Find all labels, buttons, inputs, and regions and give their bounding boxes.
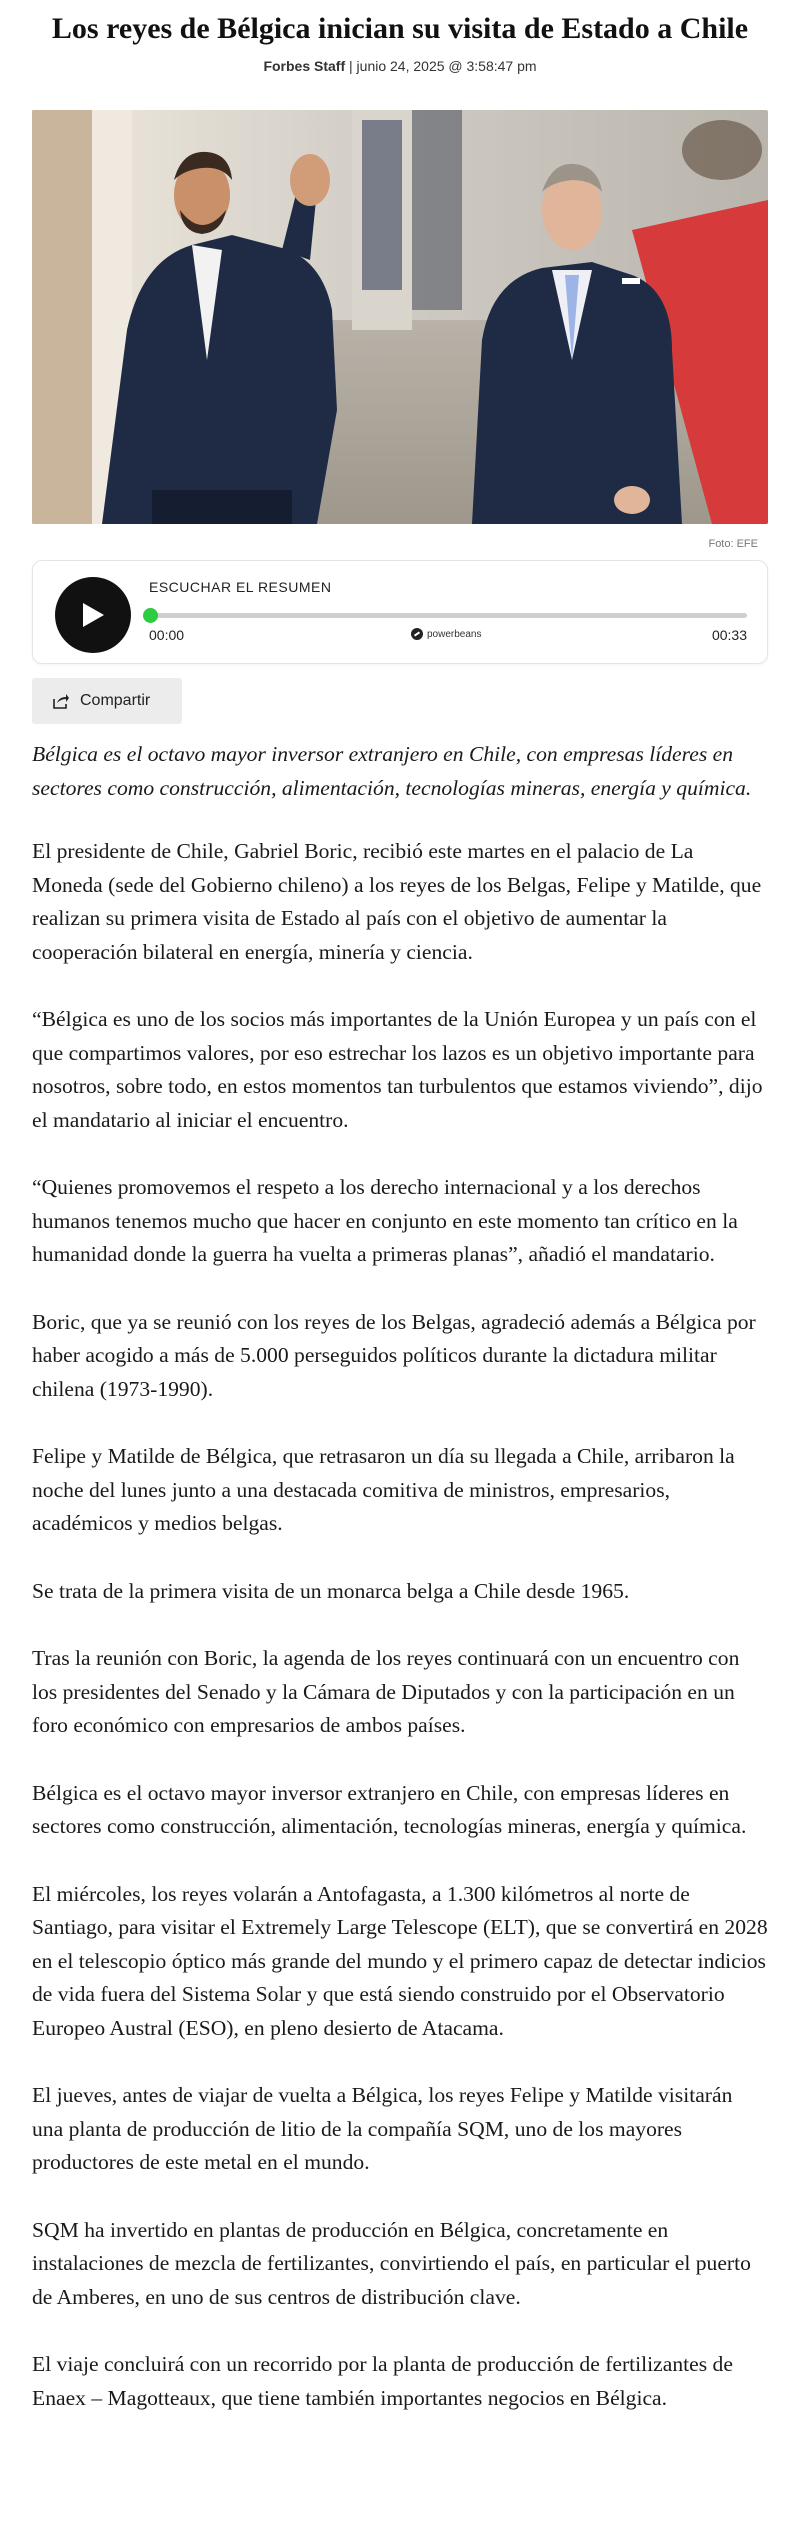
byline-separator: |	[345, 58, 357, 74]
share-icon	[52, 693, 70, 709]
audio-player	[32, 560, 768, 664]
powerbeans-logo-icon	[411, 628, 423, 640]
byline-date: junio 24, 2025 @ 3:58:47 pm	[356, 58, 537, 74]
article-paragraph: El viaje concluirá con un recorrido por la planta de producción de fertilizantes de Enaex – Magotteaux, que tiene también importantes negocios en Bélgica.	[32, 2352, 733, 2410]
share-button[interactable]	[32, 678, 182, 724]
article-paragraph: El miércoles, los reyes volarán a Antofagasta, a 1.300 kilómetros al norte de Santiago, para visitar el Extremely Large Telescope (ELT), que se convertirá en 2028 en el telescopio óptico más grande del mundo y el primero capaz de detectar indicios de vida fuera del Sistema Solar y que está siendo construido por el Observatorio Europeo Austral (ESO), en pleno desierto de Atacama.	[32, 1881, 768, 2040]
hero-photo-illustration	[32, 110, 768, 524]
player-title: ESCUCHAR EL RESUMEN	[149, 579, 332, 595]
article-lead: Bélgica es el octavo mayor inversor extranjero en Chile, con empresas líderes en sectores como construcción, alimentación, tecnologías mineras, energía y química.	[32, 742, 752, 800]
hero-photo	[32, 110, 768, 524]
article-paragraph: Bélgica es el octavo mayor inversor extranjero en Chile, con empresas líderes en sectores como construcción, alimentación, tecnologías mineras, energía y química.	[32, 1780, 747, 1838]
progress-track[interactable]	[149, 613, 747, 618]
article-paragraph: “Quienes promovemos el respeto a los derecho internacional y a los derechos humanos tenemos mucho que hacer en conjunto en este momento tan crítico en la humanidad donde la guerra ha vuelta a primeras planas”, añadió el mandatario.	[32, 1175, 738, 1266]
share-label: Compartir	[80, 692, 151, 709]
byline	[32, 58, 768, 74]
player-brand-label: powerbeans	[427, 628, 482, 640]
progress-knob[interactable]	[143, 608, 158, 623]
article-paragraph: El jueves, antes de viajar de vuelta a Bélgica, los reyes Felipe y Matilde visitarán una planta de producción de litio de la compañía SQM, uno de los mayores productores de este metal en el mundo.	[32, 2083, 733, 2174]
photo-caption: Foto: EFE	[708, 538, 758, 550]
byline-author[interactable]: Forbes Staff	[263, 58, 346, 74]
article-page	[0, 10, 800, 2543]
player-brand[interactable]	[411, 628, 481, 640]
article-body	[32, 738, 768, 2415]
article-paragraph: Boric, que ya se reunió con los reyes de los Belgas, agradeció además a Bélgica por haber acogido a más de 5.000 perseguidos políticos durante la dictadura militar chilena (1973-1990).	[32, 1309, 756, 1401]
article-headline: Los reyes de Bélgica inician su visita de Estado a Chile	[51, 12, 749, 45]
play-icon	[81, 602, 105, 628]
total-time: 00:33	[711, 627, 747, 643]
play-button[interactable]	[55, 577, 131, 653]
article-paragraph: Felipe y Matilde de Bélgica, que retrasaron un día su llegada a Chile, arribaron la noche del lunes junto a una destacada comitiva de ministros, empresarios, académicos y medios belgas.	[32, 1444, 735, 1535]
article-paragraph: “Bélgica es uno de los socios más importantes de la Unión Europea y un país con el que compartimos valores, por eso estrechar los lazos es un objetivo importante para nosotros, sobre todo, en estos momentos tan turbulentos que estamos viviendo”, dijo el mandatario al iniciar el encuentro.	[32, 1007, 763, 1132]
current-time: 00:00	[149, 627, 185, 643]
article-paragraph: El presidente de Chile, Gabriel Boric, recibió este martes en el palacio de La Moneda (sede del Gobierno chileno) a los reyes de los Belgas, Felipe y Matilde, que realizan su primera visita de Estado al país con el objetivo de aumentar la cooperación bilateral en energía, minería y ciencia.	[32, 839, 762, 964]
article-paragraph: Tras la reunión con Boric, la agenda de los reyes continuará con un encuentro con los presidentes del Senado y la Cámara de Diputados y con la participación en un foro económico con empresarios de ambos países.	[32, 1646, 740, 1737]
article-paragraph: SQM ha invertido en plantas de producción en Bélgica, concretamente en instalaciones de mezcla de fertilizantes, convirtiendo el país, en particular el puerto de Amberes, en uno de sus centros de distribución clave.	[32, 2217, 751, 2309]
article-paragraph: Se trata de la primera visita de un monarca belga a Chile desde 1965.	[32, 1578, 630, 1603]
